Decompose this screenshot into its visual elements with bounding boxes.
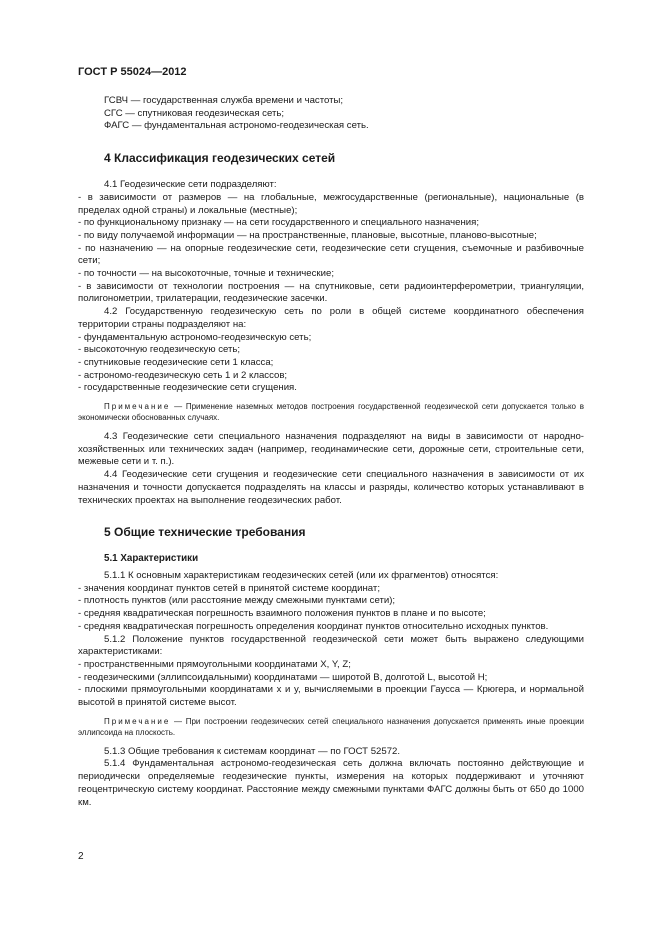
note-label: Примечание (104, 716, 171, 726)
paragraph-4-1: 4.1 Геодезические сети подразделяют: (104, 179, 277, 191)
subsection-5-1-heading: 5.1 Характеристики (104, 553, 199, 565)
paragraph-5-1-2: 5.1.2 Положение пунктов государственной геодезической сети может быть выражено следующими характеристиками: (78, 633, 584, 658)
list-item: - плоскими прямоугольными координатами x и y, вычисляемыми в проекции Гаусса — Крюгера, и нормальной высотой в принятой системе высот. (78, 684, 584, 709)
list-item: - в зависимости от размеров — на глобальные, межгосударственные (региональные), национальные (в пределах одной страны) и локальные (местные); (78, 191, 584, 216)
list-item: - астрономо-геодезическую сеть 1 и 2 классов; (78, 369, 288, 381)
paragraph-5-1-1: 5.1.1 К основным характеристикам геодезических сетей (или их фрагментов) относятся: (104, 569, 499, 581)
paragraph-4-3: 4.3 Геодезические сети специального назначения подразделяют на виды в зависимости от народно-хозяйственных или технических задач (например, геодинамические сети, дорожные сети, строительные сети, межевые сети и т. п.). (78, 431, 584, 468)
list-item: - спутниковые геодезические сети 1 класса; (78, 356, 274, 368)
list-item: - значения координат пунктов сетей в принятой системе координат; (78, 582, 380, 594)
list-item: - государственные геодезические сети сгущения. (78, 382, 297, 394)
section-5-heading: 5 Общие технические требования (104, 525, 306, 540)
paragraph-4-2: 4.2 Государственную геодезическую сеть по роли в общей системе координатного обеспечения территории страны подразделяют на: (78, 306, 584, 330)
paragraph-5-1-4: 5.1.4 Фундаментальная астрономо-геодезическая сеть должна включать постоянно действующие и периодически определяемые геодезические пункты, измерения на которых поддерживают и уточняют геоцентрическую систему координат. Расстояние между смежными пунктами ФАГС должны быть от 650 до 1000 км. (78, 758, 584, 808)
paragraph-4-4: 4.4 Геодезические сети сгущения и геодезические сети специального назначения в зависимости от их назначения и точности допускается подразделять на классы и разряды, количество которых устанавливают в технических проектах на выполнение геодезических работ. (78, 469, 584, 506)
document-body (78, 95, 584, 809)
list-item: - высокоточную геодезическую сеть; (78, 344, 241, 356)
note-text: — Применение наземных методов построения государственной геодезической сети допускается только в экономически обоснованных случаях. (78, 402, 584, 423)
list-item: - фундаментальную астрономо-геодезическую сеть; (78, 331, 312, 343)
abbreviation-line: ГСВЧ — государственная служба времени и частоты; (104, 95, 344, 106)
note-text: — При построении геодезических сетей специального назначения допускается применять иные проекции эллипсоида на плоскость. (78, 716, 584, 737)
list-item: - плотность пунктов (или расстояние между смежными пунктами сети); (78, 595, 396, 607)
note-5 (78, 716, 584, 738)
list-item: - по точности — на высокоточные, точные и технические; (78, 268, 334, 280)
document-header: ГОСТ Р 55024—2012 (78, 66, 187, 78)
list-item: - средняя квадратическая погрешность взаимного положения пунктов в плане и по высоте; (78, 608, 486, 620)
list-item: - средняя квадратическая погрешность определения координат пунктов относительно исходных пунктов. (78, 620, 549, 632)
abbreviation-line: СГС — спутниковая геодезическая сеть; (104, 107, 285, 119)
page-number: 2 (78, 851, 84, 862)
list-item: - пространственными прямоугольными координатами X, Y, Z; (78, 658, 351, 670)
list-item: - в зависимости от технологии построения — на спутниковые, сети радиоинтерферометрии, триангуляции, полигонометрии, трилатерации, геодезические засечки. (78, 280, 584, 305)
note-label: Примечание (104, 402, 171, 412)
list-item: - по функциональному признаку — на сети государственного и специального назначения; (78, 217, 479, 229)
list-item: - геодезическими (эллипсоидальными) координатами — широтой B, долготой L, высотой H; (78, 671, 488, 683)
abbreviation-line: ФАГС — фундаментальная астрономо-геодезическая сеть. (104, 120, 369, 132)
note-4 (78, 401, 584, 423)
paragraph-5-1-3: 5.1.3 Общие требования к системам координат — по ГОСТ 52572. (104, 745, 401, 757)
section-4-heading: 4 Классификация геодезических сетей (104, 151, 336, 166)
list-item: - по виду получаемой информации — на пространственные, плановые, высотные, планово-высотные; (78, 229, 537, 241)
list-item: - по назначению — на опорные геодезические сети, геодезические сети сгущения, съемочные и разбивочные сети; (78, 242, 584, 267)
